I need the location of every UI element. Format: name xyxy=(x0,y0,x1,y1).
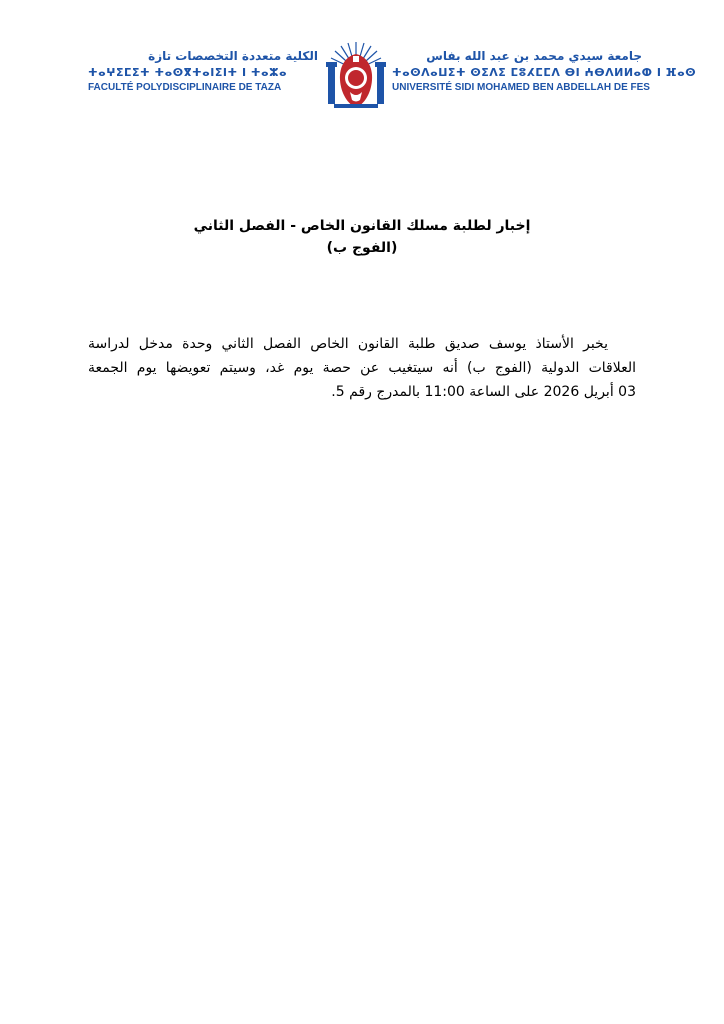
notice-body-line2: العلاقات الدولية (الفوج ب) أنه سيتغيب عن حصة يوم غد، وسيتم تعويضها يوم الجمعة xyxy=(88,360,636,376)
university-emblem-icon xyxy=(326,40,386,112)
faculty-name-tifinagh: ⵜⴰⵖⵉⵎⵉⵜ ⵜⴰⵙⴳⵜⴰⵏⵉⵏⵜ ⵏ ⵜⴰⵣⴰ xyxy=(88,66,288,79)
university-name-french: UNIVERSITÉ SIDI MOHAMED BEN ABDELLAH DE FES xyxy=(392,82,650,93)
notice-body xyxy=(88,332,636,404)
letterhead xyxy=(0,0,724,120)
university-name-tifinagh: ⵜⴰⵙⴷⴰⵡⵉⵜ ⵙⵉⴷⵉ ⵎⵓⵃⵎⵎⴷ ⴱⵏ ⵄⴱⴷⵍⵍⴰⵀ ⵏ ⴼⴰⵙ xyxy=(392,66,697,79)
notice-body-line1: يخبر الأستاذ يوسف صديق طلبة القانون الخاص الفصل الثاني وحدة مدخل لدراسة xyxy=(88,336,608,352)
university-name-block xyxy=(392,48,697,95)
notice-title-line2: (الفوج ب) xyxy=(326,240,398,256)
notice-title-line1: إخبار لطلبة مسلك القانون الخاص - الفصل الثاني xyxy=(193,218,531,234)
notice-body-line3: 03 أبريل 2026 على الساعة 11:00 بالمدرج رقم 5. xyxy=(331,384,636,400)
notice-title xyxy=(0,215,724,259)
university-name-arabic: جامعة سيدي محمد بن عبد الله بفاس xyxy=(426,49,642,63)
faculty-name-arabic: الكلية متعددة التخصصات تازة xyxy=(148,49,318,63)
faculty-name-block xyxy=(88,48,318,95)
faculty-name-french: FACULTÉ POLYDISCIPLINAIRE DE TAZA xyxy=(88,82,282,93)
